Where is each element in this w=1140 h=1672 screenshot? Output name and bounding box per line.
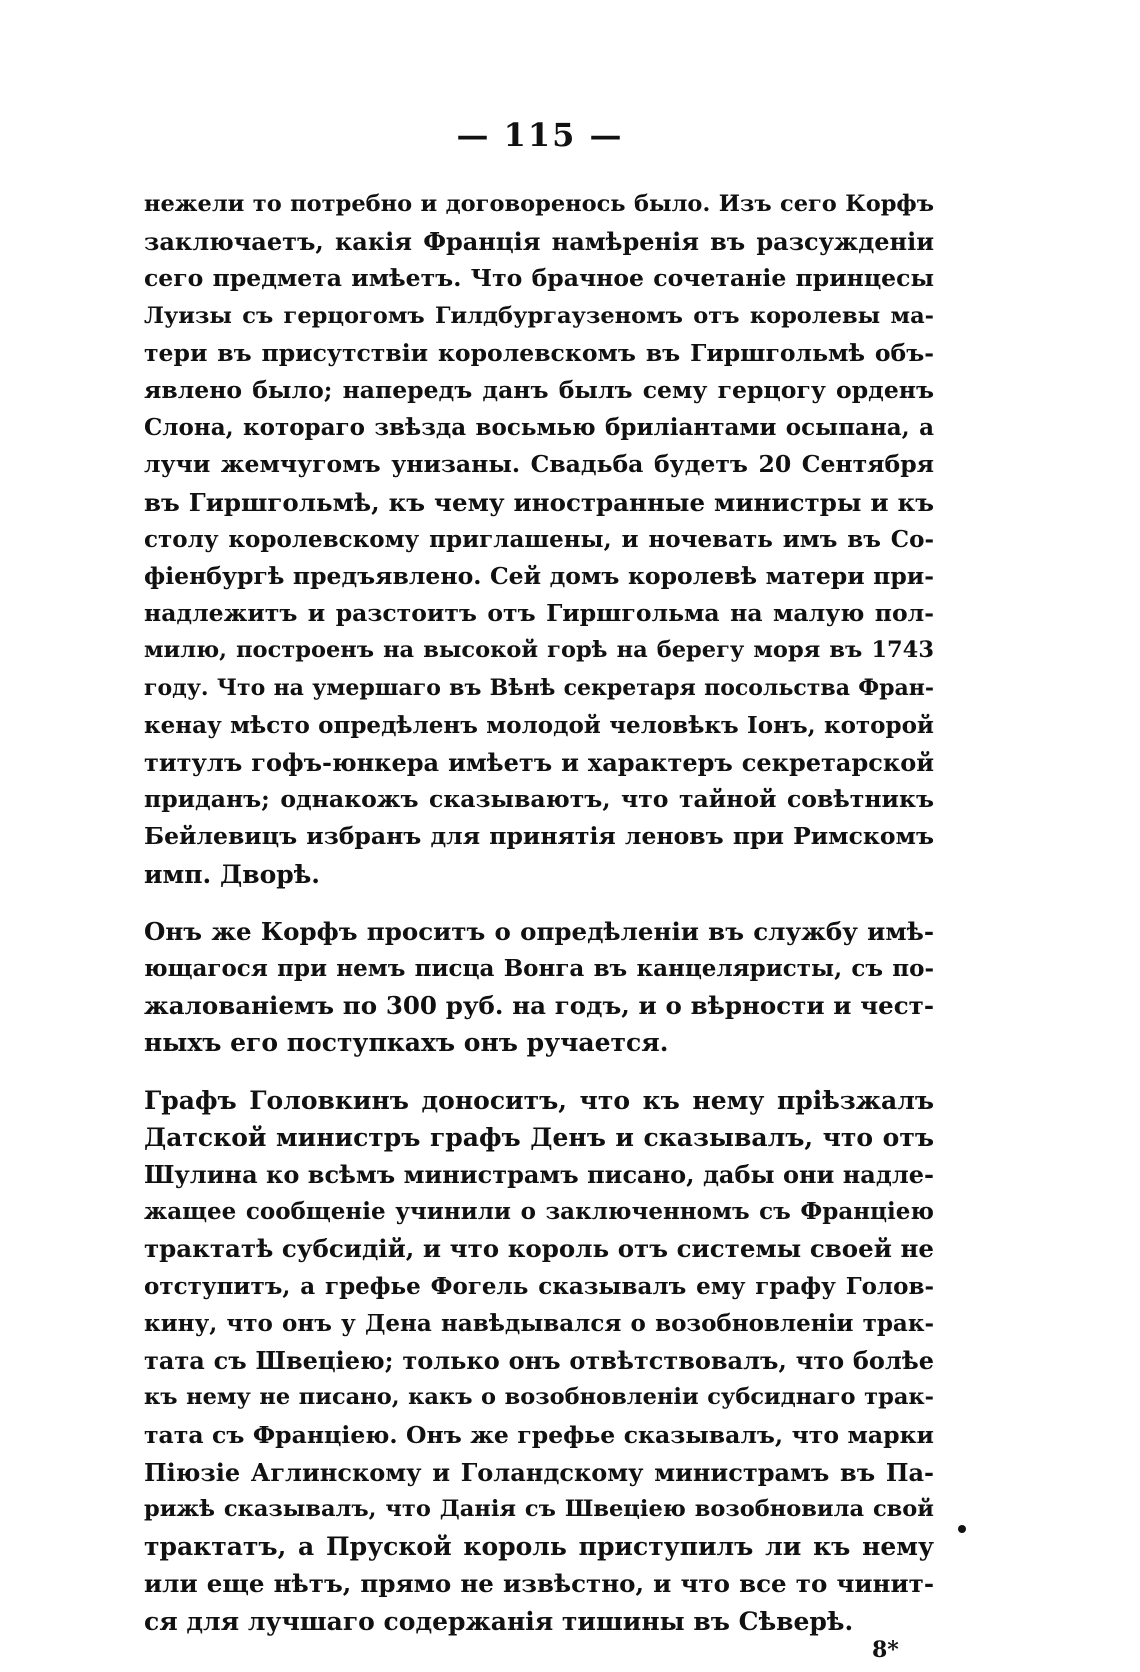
text-line: ющагося при немъ писца Вонга въ канцеляристы, съ по- (144, 955, 934, 983)
text-line: тата съ Швеціею; только онъ отвѣтствовалъ, что болѣе (144, 1346, 934, 1376)
text-line: ныхъ его поступкахъ онъ ручается. (144, 1028, 669, 1058)
text-line: Бейлевицъ избранъ для принятія леновъ при Римскомъ (144, 822, 934, 851)
text-line: нежели то потребно и договоренось было. Изъ сего Корфъ (144, 191, 934, 217)
text-line: заключаетъ, какія Франція намѣренія въ разсужденіи (144, 227, 934, 257)
page-number: — 115 — (456, 116, 624, 154)
text-line: рижѣ сказывалъ, что Данія съ Швеціею возобновила свой (144, 1495, 934, 1522)
text-line: Шулина ко всѣмъ министрамъ писано, дабы они надле- (144, 1160, 934, 1190)
text-line: столу королевскому приглашены, и ночевать имъ въ Со- (144, 525, 934, 553)
text-line: тата съ Франціею. Онъ же грефье сказывалъ, что марки (144, 1420, 934, 1449)
paragraph-2 (144, 913, 934, 1062)
text-line: Графъ Головкинъ доноситъ, что къ нему пріѣзжалъ (144, 1085, 934, 1115)
text-line: ся для лучшаго содержанія тишины въ Сѣверѣ. (144, 1606, 854, 1636)
text-line: Онъ же Корфъ проситъ о опредѣленіи въ службу имѣ- (144, 916, 934, 946)
text-line: году. Что на умершаго въ Вѣнѣ секретаря посольства Фран- (144, 674, 934, 701)
text-line: или еще нѣтъ, прямо не извѣстно, и что все то чинит- (144, 1569, 934, 1599)
text-line: къ нему не писано, какъ о возобновленіи субсиднаго трак- (144, 1384, 934, 1411)
text-line: трактатъ, а Пруской король приступилъ ли къ нему (144, 1532, 934, 1562)
signature-mark: 8* (872, 1637, 899, 1663)
text-line: кину, что онъ у Дена навѣдывался о возобновленіи трак- (144, 1309, 934, 1337)
ink-dot (958, 1525, 966, 1533)
text-line: тери въ присутствіи королевскомъ въ Гиршгольмѣ объ- (144, 338, 934, 367)
text-line: сего предмета имѣетъ. Что брачное сочетаніе принцесы (144, 264, 934, 293)
body-text (144, 186, 934, 1640)
text-line: жалованіемъ по 300 руб. на годъ, и о вѣрности и чест- (144, 991, 934, 1021)
text-line: отступитъ, а грефье Фогель сказывалъ ему графу Голов- (144, 1272, 934, 1300)
text-line: трактатѣ субсидій, и что король отъ системы своей не (144, 1234, 934, 1264)
text-line: жащее сообщеніе учинили о заключенномъ съ Франціею (144, 1198, 934, 1226)
text-line: лучи жемчугомъ унизаны. Свадьба будетъ 20 Сентября (144, 450, 934, 479)
text-line: приданъ; однакожъ сказываютъ, что тайной совѣтникъ (144, 785, 934, 814)
text-line: кенау мѣсто опредѣленъ молодой человѣкъ Іонъ, которой (144, 711, 934, 739)
text-line: въ Гиршгольмѣ, къ чему иностранные министры и къ (144, 487, 934, 517)
paragraph-1 (144, 186, 934, 893)
text-line: Луизы съ герцогомъ Гилдбургаузеномъ отъ королевы ма- (144, 302, 934, 329)
text-line: Піюзіе Аглинскому и Голандскому министрамъ въ Па- (144, 1457, 934, 1487)
text-line: надлежитъ и разстоитъ отъ Гиршгольма на малую пол- (144, 599, 934, 628)
paragraph-3 (144, 1082, 934, 1640)
text-line: явлено было; напередъ данъ былъ сему герцогу орденъ (144, 376, 934, 405)
text-line: Датской министръ графъ Денъ и сказывалъ, что отъ (144, 1122, 934, 1152)
text-line: милю, построенъ на высокой горѣ на берегу моря въ 1743 (144, 637, 934, 664)
text-line: фіенбургѣ предъявлено. Сей домъ королевѣ матери при- (144, 562, 934, 591)
text-line: имп. Дворѣ. (144, 859, 321, 889)
text-line: Слона, котораго звѣзда восьмью бриліантами осыпана, а (144, 414, 934, 442)
text-line: титулъ гофъ-юнкера имѣетъ и характеръ секретарской (144, 748, 934, 778)
